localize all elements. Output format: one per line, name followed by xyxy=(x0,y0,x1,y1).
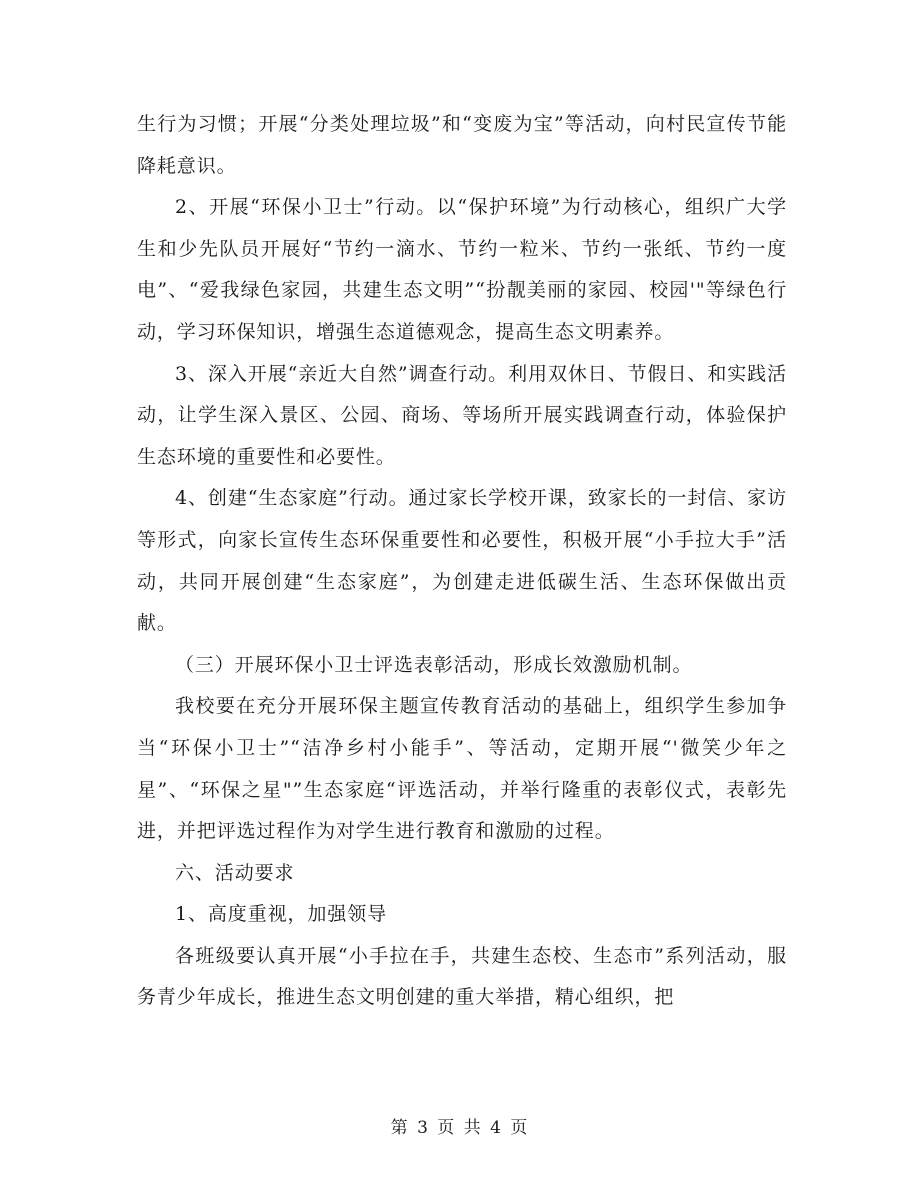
paragraph-item-3: 3、深入开展“亲近大自然”调查行动。利用双休日、节假日、和实践活动，让学生深入景区、公园、商场、等场所开展实践调查行动，体验保护生态环境的重要性和必要性。 xyxy=(137,362,787,468)
paragraph-item-4: 4、创建“生态家庭”行动。通过家长学校开课，致家长的一封信、家访等形式，向家长宣传生态环保重要性和必要性，积极开展“小手拉大手”活动，共同开展创建“生态家庭”，为创建走进低碳生活、生态环保做出贡献。 xyxy=(137,487,787,635)
paragraph-item-2: 2、开展“环保小卫士”行动。以“保护环境”为行动核心，组织广大学生和少先队员开展好“节约一滴水、节约一粒米、节约一张纸、节约一度电”、“爱我绿色家园，共建生态文明”“扮靓美丽的家园、校园'"等绿色行动，学习环保知识，增强生态道德观念，提高生态文明素养。 xyxy=(137,196,787,343)
paragraph-award: 我校要在充分开展环保主题宣传教育活动的基础上，组织学生参加争当“环保小卫士”“洁净乡村小能手”、等活动，定期开展“'微笑少年之星”、“环保之星"”生态家庭“评选活动，并举行隆重的表彰仪式，表彰先进，并把评选过程作为对学生进行教育和激励的过程。 xyxy=(137,695,787,843)
section-heading-3: （三）开展环保小卫士评选表彰活动，形成长效激励机制。 xyxy=(175,653,693,676)
page-number-footer: 第 3 页 共 4 页 xyxy=(390,1118,530,1138)
paragraph-requirements: 各班级要认真开展“小手拉在手，共建生态校、生态市”系列活动，服务青少年成长，推进生态文明创建的重大举措，精心组织，把 xyxy=(137,944,787,1009)
subheading-1: 1、高度重视，加强领导 xyxy=(175,903,387,926)
document-body xyxy=(137,104,787,1019)
section-heading-6: 六、活动要求 xyxy=(175,861,295,884)
paragraph-continuation: 生行为习惯；开展“分类处理垃圾”和“变废为宝”等活动，向村民宣传节能降耗意识。 xyxy=(137,113,787,177)
